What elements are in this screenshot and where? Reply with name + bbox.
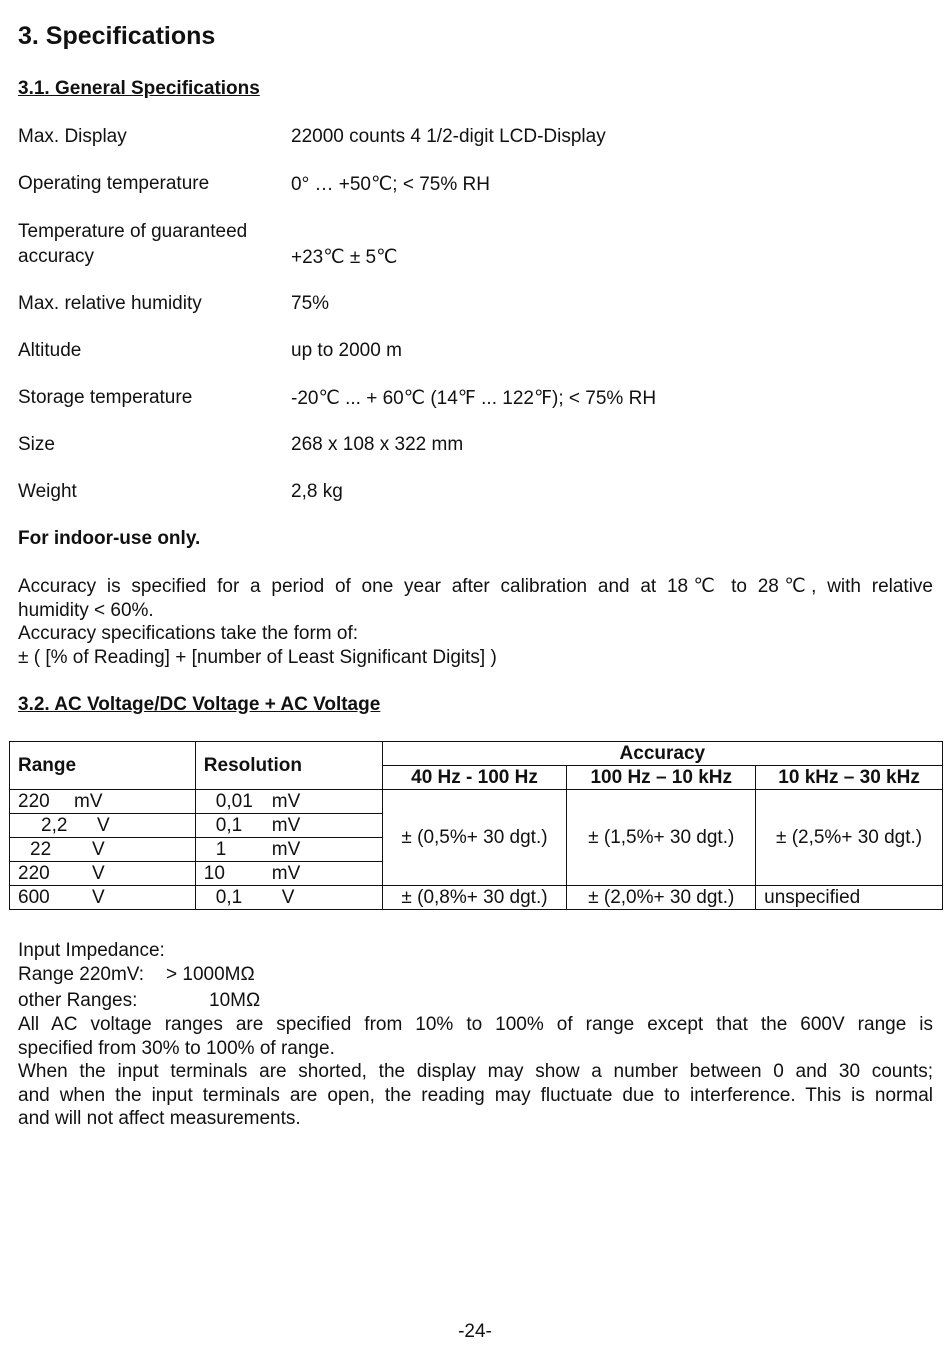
terminal-note-line1: When the input terminals are shorted, the display may show a number between 0 and 30 counts; — [18, 1061, 933, 1082]
range-unit: V — [92, 887, 105, 908]
ac-range-note-line1: All AC voltage ranges are specified from 10% to 100% of range except that the 600V range is — [18, 1014, 933, 1035]
range-value: 600 — [18, 887, 50, 908]
range-value: 220 — [18, 863, 50, 884]
table-header-row — [10, 742, 943, 766]
accuracy-600v-10-30khz: unspecified — [756, 886, 943, 910]
table-row — [10, 790, 943, 814]
terminal-note-line3: and will not affect measurements. — [18, 1108, 301, 1129]
page-title: 3. Specifications — [18, 22, 216, 50]
range-unit: V — [92, 863, 105, 884]
range-value: 2,2 — [41, 815, 68, 836]
header-range: Range — [10, 742, 196, 790]
ac-voltage-heading: 3.2. AC Voltage/DC Voltage + AC Voltage — [18, 694, 381, 715]
spec-label-size: Size — [18, 434, 55, 455]
impedance-title: Input Impedance: — [18, 940, 165, 961]
resolution-cell — [195, 790, 382, 814]
ac-range-note-line2: specified from 30% to 100% of range. — [18, 1037, 335, 1059]
resolution-value: 1 — [215, 839, 227, 860]
resolution-unit: V — [281, 887, 295, 908]
resolution-cell — [195, 814, 382, 838]
page-number: -24- — [458, 1321, 492, 1342]
spec-value-altitude: up to 2000 m — [291, 340, 402, 361]
resolution-value: 10 — [203, 863, 225, 884]
impedance-range-label: Range 220mV: — [18, 964, 145, 985]
spec-label-max-display: Max. Display — [18, 126, 127, 147]
resolution-value: 0,01 — [215, 791, 253, 812]
accuracy-text-line2: humidity < 60%. — [18, 599, 154, 621]
terminal-note-line2: and when the input terminals are open, the reading may fluctuate due to interference. This is normal — [18, 1084, 933, 1106]
spec-label-guaranteed-accuracy-line2: accuracy — [18, 246, 95, 267]
impedance-other-label: other Ranges: — [18, 990, 138, 1011]
indoor-use-note: For indoor-use only. — [18, 528, 201, 549]
spec-value-weight: 2,8 kg — [291, 481, 343, 502]
range-unit: V — [97, 815, 110, 836]
range-unit: V — [92, 839, 105, 860]
range-cell — [10, 838, 196, 862]
spec-label-humidity: Max. relative humidity — [18, 293, 202, 314]
impedance-range-value: > 1000MΩ — [166, 964, 255, 985]
resolution-cell — [195, 862, 382, 886]
resolution-unit: mV — [271, 863, 301, 884]
accuracy-group-40-100hz: ± (0,5%+ 30 dgt.) — [382, 790, 567, 886]
accuracy-text-line1: Accuracy is specified for a period of one year after calibration and at 18℃ to 28℃, with relative — [18, 576, 933, 597]
spec-label-altitude: Altitude — [18, 340, 82, 361]
resolution-unit: mV — [271, 839, 301, 860]
resolution-cell — [195, 886, 382, 910]
range-cell — [10, 886, 196, 910]
accuracy-group-100hz-10khz: ± (1,5%+ 30 dgt.) — [567, 790, 756, 886]
ac-voltage-table — [9, 741, 943, 910]
spec-label-operating-temperature: Operating temperature — [18, 173, 210, 194]
header-freq-10-30khz: 10 kHz – 30 kHz — [756, 766, 943, 790]
impedance-other-value: 10MΩ — [209, 990, 261, 1011]
range-cell — [10, 862, 196, 886]
accuracy-text-line4: ± ( [% of Reading] + [number of Least Significant Digits] ) — [18, 646, 497, 668]
table-row — [10, 886, 943, 910]
accuracy-600v-100hz-10khz: ± (2,0%+ 30 dgt.) — [567, 886, 756, 910]
spec-label-guaranteed-accuracy-line1: Temperature of guaranteed — [18, 221, 248, 242]
spec-value-guaranteed-accuracy: +23℃ ± 5℃ — [291, 247, 398, 268]
range-value: 22 — [30, 839, 52, 860]
range-unit: mV — [74, 791, 103, 812]
resolution-value: 0,1 — [215, 887, 243, 908]
accuracy-paragraph — [18, 575, 933, 669]
spec-value-size: 268 x 108 x 322 mm — [291, 434, 464, 455]
general-specifications-heading: 3.1. General Specifications — [18, 78, 260, 99]
spec-value-operating-temperature: 0° … +50℃; < 75% RH — [291, 174, 490, 195]
range-cell — [10, 814, 196, 838]
header-freq-100hz-10khz: 100 Hz – 10 kHz — [567, 766, 756, 790]
range-cell — [10, 790, 196, 814]
accuracy-group-10-30khz: ± (2,5%+ 30 dgt.) — [756, 790, 943, 886]
resolution-value: 0,1 — [215, 815, 243, 836]
spec-value-humidity: 75% — [291, 293, 330, 314]
ac-range-note — [18, 1013, 933, 1060]
accuracy-text-line3: Accuracy specifications take the form of: — [18, 623, 359, 644]
header-resolution: Resolution — [195, 742, 382, 790]
accuracy-600v-40-100hz: ± (0,8%+ 30 dgt.) — [382, 886, 567, 910]
resolution-unit: mV — [271, 815, 301, 836]
spec-value-max-display: 22000 counts 4 1/2-digit LCD-Display — [291, 126, 606, 147]
header-accuracy: Accuracy — [382, 742, 942, 766]
spec-label-storage-temperature: Storage temperature — [18, 387, 193, 408]
spec-value-storage-temperature: -20℃ ... + 60℃ (14℉ ... 122℉); < 75% RH — [291, 388, 657, 409]
resolution-cell — [195, 838, 382, 862]
range-value: 220 — [18, 791, 50, 812]
terminal-note — [18, 1060, 933, 1131]
spec-label-weight: Weight — [18, 481, 77, 502]
resolution-unit: mV — [271, 791, 301, 812]
header-freq-40-100hz: 40 Hz - 100 Hz — [382, 766, 567, 790]
